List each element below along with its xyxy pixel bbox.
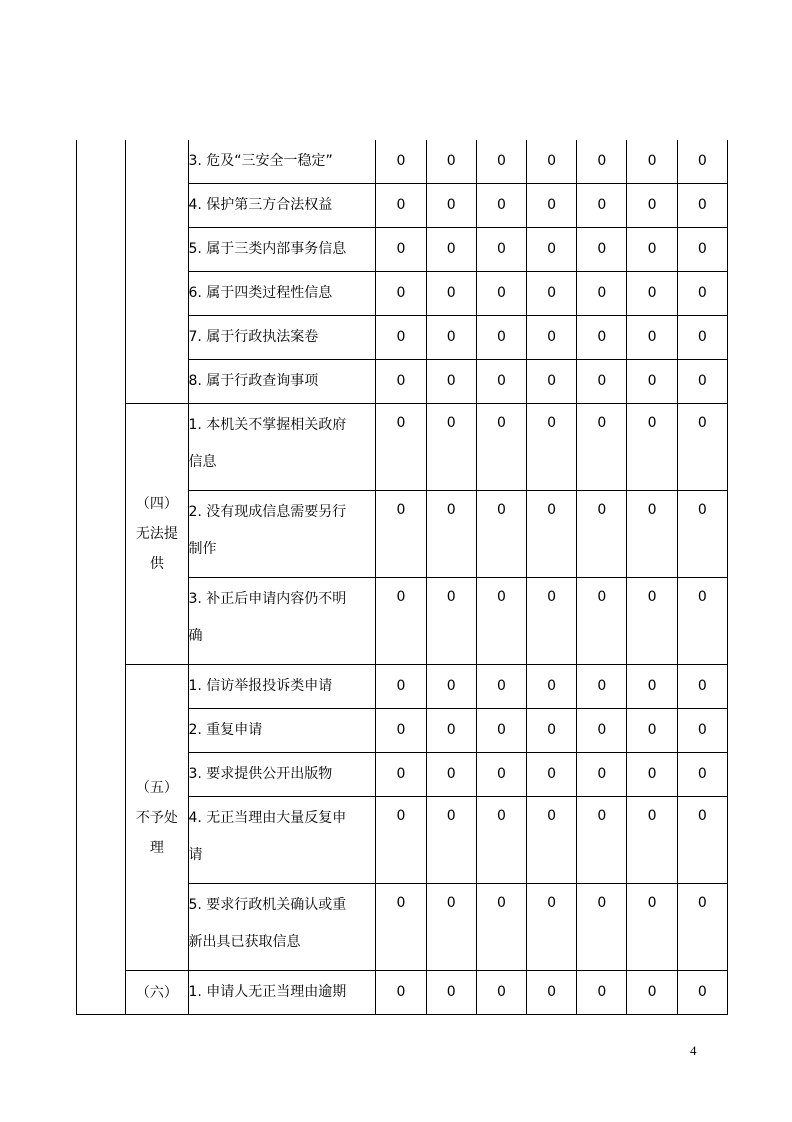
table-cell-value: 0 bbox=[577, 971, 627, 1015]
table-cell-value: 0 bbox=[527, 709, 577, 753]
table-cell-value: 0 bbox=[577, 578, 627, 665]
table-cell-value: 0 bbox=[677, 797, 727, 884]
table-cell-value: 0 bbox=[627, 316, 677, 360]
row-label-line: 2. 重复申请 bbox=[188, 722, 263, 738]
table-cell-value: 0 bbox=[677, 665, 727, 709]
table-cell-value: 0 bbox=[476, 360, 526, 404]
table-cell-value: 0 bbox=[627, 665, 677, 709]
table-cell-value: 0 bbox=[426, 709, 476, 753]
table-cell-value: 0 bbox=[426, 404, 476, 491]
table-cell-value: 0 bbox=[627, 971, 677, 1015]
table-cell-value: 0 bbox=[577, 272, 627, 316]
table-cell-value: 0 bbox=[527, 491, 577, 578]
group-label-line: （六） bbox=[135, 984, 178, 1001]
table-cell-value: 0 bbox=[426, 491, 476, 578]
table-cell-value: 0 bbox=[476, 971, 526, 1015]
group-label-line: （四） bbox=[135, 496, 178, 512]
outer-category-cell bbox=[77, 140, 126, 1015]
table-cell-value: 0 bbox=[577, 491, 627, 578]
row-label-line: 新出具已获取信息 bbox=[188, 934, 301, 950]
group-label-cell bbox=[126, 665, 188, 971]
table-cell-value: 0 bbox=[426, 184, 476, 228]
table-cell-value: 0 bbox=[376, 709, 426, 753]
table-cell-value: 0 bbox=[376, 971, 426, 1015]
group-label-line: 供 bbox=[149, 556, 164, 572]
row-label bbox=[188, 665, 376, 709]
row-label bbox=[188, 404, 376, 491]
table-cell-value: 0 bbox=[577, 709, 627, 753]
row-label-line: 2. 没有现成信息需要另行 bbox=[188, 504, 347, 520]
row-label bbox=[188, 709, 376, 753]
table-cell-value: 0 bbox=[426, 753, 476, 797]
table-cell-value: 0 bbox=[677, 753, 727, 797]
row-label-line: 制作 bbox=[188, 541, 217, 557]
table-cell-value: 0 bbox=[476, 404, 526, 491]
table-cell-value: 0 bbox=[627, 884, 677, 971]
group-label-cell bbox=[126, 140, 188, 404]
table-cell-value: 0 bbox=[577, 753, 627, 797]
table-cell-value: 0 bbox=[627, 797, 677, 884]
table-cell-value: 0 bbox=[677, 404, 727, 491]
row-label bbox=[188, 884, 376, 971]
table-cell-value: 0 bbox=[527, 360, 577, 404]
table-row bbox=[77, 404, 728, 491]
row-label-line: 1. 本机关不掌握相关政府 bbox=[188, 417, 347, 433]
table-cell-value: 0 bbox=[376, 360, 426, 404]
table-cell-value: 0 bbox=[577, 404, 627, 491]
table-cell-value: 0 bbox=[426, 228, 476, 272]
table-cell-value: 0 bbox=[577, 360, 627, 404]
table-cell-value: 0 bbox=[677, 884, 727, 971]
row-label-line: 请 bbox=[188, 847, 203, 863]
page-number: 4 bbox=[690, 1043, 697, 1058]
row-label bbox=[188, 797, 376, 884]
table-cell-value: 0 bbox=[426, 971, 476, 1015]
table-cell-value: 0 bbox=[476, 491, 526, 578]
table-cell-value: 0 bbox=[376, 140, 426, 184]
table-cell-value: 0 bbox=[426, 140, 476, 184]
table-cell-value: 0 bbox=[627, 228, 677, 272]
table-cell-value: 0 bbox=[627, 709, 677, 753]
table-cell-value: 0 bbox=[376, 272, 426, 316]
table-cell-value: 0 bbox=[426, 360, 476, 404]
table-cell-value: 0 bbox=[527, 316, 577, 360]
table-cell-value: 0 bbox=[677, 184, 727, 228]
row-label bbox=[188, 753, 376, 797]
table-row bbox=[77, 140, 728, 184]
table-cell-value: 0 bbox=[577, 228, 627, 272]
table-cell-value: 0 bbox=[476, 316, 526, 360]
table-cell-value: 0 bbox=[677, 709, 727, 753]
table-cell-value: 0 bbox=[577, 797, 627, 884]
table-cell-value: 0 bbox=[527, 228, 577, 272]
table-cell-value: 0 bbox=[476, 753, 526, 797]
table-cell-value: 0 bbox=[476, 709, 526, 753]
row-label: 3. 危及“三安全一稳定” bbox=[188, 140, 376, 184]
group-label-line: 无法提 bbox=[135, 526, 178, 542]
table-cell-value: 0 bbox=[677, 316, 727, 360]
row-label bbox=[188, 971, 376, 1015]
table-cell-value: 0 bbox=[527, 404, 577, 491]
row-label: 6. 属于四类过程性信息 bbox=[188, 272, 376, 316]
table-cell-value: 0 bbox=[426, 272, 476, 316]
row-label-line: 信息 bbox=[188, 454, 217, 470]
row-label-line: 3. 补正后申请内容仍不明 bbox=[188, 591, 347, 607]
table-cell-value: 0 bbox=[677, 272, 727, 316]
table-cell-value: 0 bbox=[476, 797, 526, 884]
table-cell-value: 0 bbox=[627, 578, 677, 665]
table-cell-value: 0 bbox=[476, 884, 526, 971]
table-cell-value: 0 bbox=[527, 578, 577, 665]
group-label-line: （五） bbox=[135, 779, 178, 796]
table-cell-value: 0 bbox=[627, 184, 677, 228]
group-label-cell bbox=[126, 404, 188, 665]
table-cell-value: 0 bbox=[627, 491, 677, 578]
table-cell-value: 0 bbox=[627, 753, 677, 797]
table-cell-value: 0 bbox=[476, 272, 526, 316]
table-cell-value: 0 bbox=[476, 140, 526, 184]
table-cell-value: 0 bbox=[426, 316, 476, 360]
table-cell-value: 0 bbox=[376, 753, 426, 797]
table-cell-value: 0 bbox=[677, 491, 727, 578]
table-cell-value: 0 bbox=[376, 578, 426, 665]
table-cell-value: 0 bbox=[577, 140, 627, 184]
table-cell-value: 0 bbox=[376, 184, 426, 228]
group-label-line: 理 bbox=[149, 839, 164, 856]
table-cell-value: 0 bbox=[426, 578, 476, 665]
table-cell-value: 0 bbox=[376, 228, 426, 272]
table-cell-value: 0 bbox=[677, 578, 727, 665]
table-cell-value: 0 bbox=[527, 184, 577, 228]
group-label-line: 不予处 bbox=[135, 809, 178, 826]
statistics-table bbox=[76, 140, 728, 1015]
row-label-line: 4. 无正当理由大量反复申 bbox=[188, 810, 347, 826]
table-cell-value: 0 bbox=[577, 184, 627, 228]
table-cell-value: 0 bbox=[527, 272, 577, 316]
row-label-line: 1. 信访举报投诉类申请 bbox=[188, 678, 333, 694]
row-label bbox=[188, 578, 376, 665]
table-cell-value: 0 bbox=[476, 665, 526, 709]
table-cell-value: 0 bbox=[527, 797, 577, 884]
row-label: 5. 属于三类内部事务信息 bbox=[188, 228, 376, 272]
table-cell-value: 0 bbox=[376, 665, 426, 709]
table-row bbox=[77, 665, 728, 709]
row-label: 4. 保护第三方合法权益 bbox=[188, 184, 376, 228]
table-row bbox=[77, 971, 728, 1015]
table-cell-value: 0 bbox=[627, 272, 677, 316]
table-cell-value: 0 bbox=[527, 665, 577, 709]
row-label: 8. 属于行政查询事项 bbox=[188, 360, 376, 404]
table-cell-value: 0 bbox=[376, 797, 426, 884]
table-cell-value: 0 bbox=[577, 316, 627, 360]
row-label: 7. 属于行政执法案卷 bbox=[188, 316, 376, 360]
table-cell-value: 0 bbox=[677, 360, 727, 404]
table-cell-value: 0 bbox=[426, 884, 476, 971]
table-cell-value: 0 bbox=[527, 140, 577, 184]
row-label-line: 确 bbox=[188, 628, 203, 644]
table-cell-value: 0 bbox=[677, 228, 727, 272]
row-label-line: 1. 申请人无正当理由逾期 bbox=[188, 984, 347, 1000]
table-cell-value: 0 bbox=[677, 140, 727, 184]
row-label bbox=[188, 491, 376, 578]
table-cell-value: 0 bbox=[376, 404, 426, 491]
table-cell-value: 0 bbox=[577, 884, 627, 971]
table-cell-value: 0 bbox=[577, 665, 627, 709]
table-cell-value: 0 bbox=[476, 228, 526, 272]
table-cell-value: 0 bbox=[627, 360, 677, 404]
table-cell-value: 0 bbox=[426, 797, 476, 884]
table-cell-value: 0 bbox=[527, 753, 577, 797]
table-cell-value: 0 bbox=[376, 491, 426, 578]
table-cell-value: 0 bbox=[426, 665, 476, 709]
table-cell-value: 0 bbox=[476, 578, 526, 665]
table-cell-value: 0 bbox=[376, 316, 426, 360]
table-cell-value: 0 bbox=[527, 971, 577, 1015]
table-cell-value: 0 bbox=[627, 140, 677, 184]
row-label-line: 3. 要求提供公开出版物 bbox=[188, 766, 333, 782]
table-cell-value: 0 bbox=[376, 884, 426, 971]
row-label-line: 5. 要求行政机关确认或重 bbox=[188, 897, 347, 913]
group-label-cell bbox=[126, 971, 188, 1015]
table-cell-value: 0 bbox=[476, 184, 526, 228]
table-cell-value: 0 bbox=[677, 971, 727, 1015]
table-cell-value: 0 bbox=[527, 884, 577, 971]
table-cell-value: 0 bbox=[627, 404, 677, 491]
statistics-table-body bbox=[77, 140, 728, 1015]
